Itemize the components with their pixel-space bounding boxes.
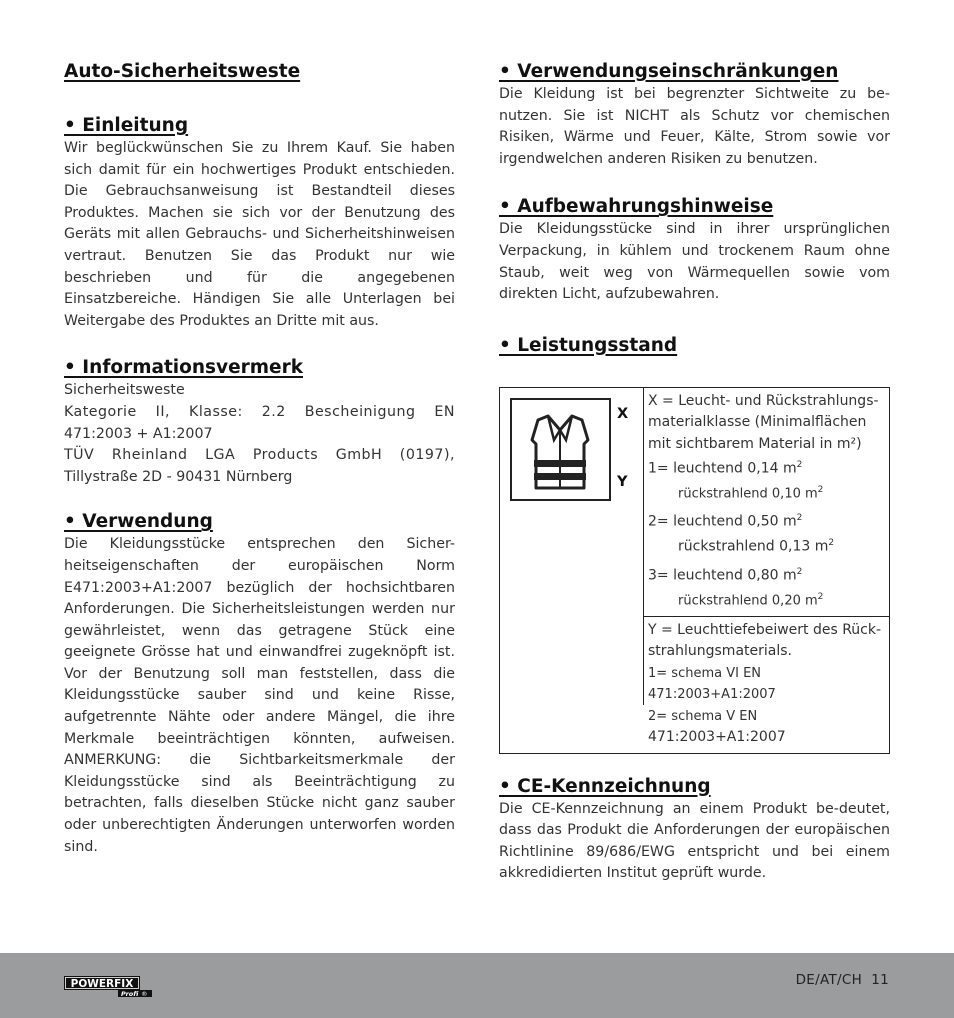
text-verwendung: Die Kleidungsstücke entsprechen den Sicher-heitseigenschaften der europäischen Norm E471:2003+A1:2007 bezüglich der hochsichtbaren Anforderungen. Die Sicherheitsleistungen werden nur gewährleistet, wenn das getragene Stück eine geeignete Grösse hat und einwandfrei zugeknöpft ist. Vor der Benutzung soll man feststellen, dass die Kleidungsstücke sauber sind und keine Risse, aufgetrennte Nähte oder andere Mängel, die ihre Merkmale beeinträchtigen könnten, aufweisen. ANMERKUNG: die Sichtbarkeitsmerkmale der Kleidungsstücke sind als Beeinträchtigung zu betrachten, falls dieselben Stücke nicht ganz sauber oder unberechtigten Änderungen unterworfen worden sind. [64,536,455,855]
heading-informationsvermerk: • Informationsvermerk [64,357,304,379]
superscript: 2 [828,538,835,549]
section-informationsvermerk [64,356,455,488]
page-info [796,972,889,988]
superscript: 2 [817,591,824,602]
x-level-1-sub-text: rückstrahlend 0,10 m [678,486,818,502]
text-einschraenkungen: Die Kleidung ist bei begrenzter Sichtweite zu be-nutzen. Sie ist NICHT als Schutz vor chemischen Risiken, Wärme und Feuer, Kälte, Strom sowie vor irgendwelchen anderen Risiken zu benutzen. [499,86,890,167]
x-level-2-sub-text: rückstrahlend 0,13 m [678,539,829,556]
heading-aufbewahrung: • Aufbewahrungshinweise [499,196,774,218]
safety-vest-icon [512,400,609,499]
x-description: X = Leucht- und Rückstrahlungs-materialklasse (Minimalflächen mit sichtbarem Material in m²) [648,392,879,452]
info-line: Kategorie II, Klasse: 2.2 Bescheinigung EN [64,403,455,420]
section-aufbewahrung [499,195,890,305]
x-level-2-sub [648,533,885,558]
powerfix-logo [64,975,152,997]
performance-table [499,387,890,754]
x-class-cell [644,388,889,616]
superscript: 2 [796,460,803,471]
info-block [64,380,455,488]
y-level-2-norm: 471:2003+A1:2007 [648,729,786,746]
powerfix-logo-icon [64,975,152,997]
superscript: 2 [796,513,803,524]
x-level-3-main: 3= leuchtend 0,80 m [648,567,797,584]
heading-einschraenkungen: • Verwendungseinschränkungen [499,61,839,82]
letter-x: X [617,405,629,422]
logo-mark: ® [141,990,148,997]
x-level-3-sub-text: rückstrahlend 0,20 m [678,593,818,609]
heading-einleitung: • Einleitung [64,115,189,136]
section-ce [499,775,890,885]
text-aufbewahrung: Die Kleidungsstücke sind in ihrer ursprünglichen Verpackung, in kühlem und trockenem Raum ohne Staub, weit weg von Wärmequellen sowie vom direkten Licht, aufzubewahren. [499,221,890,303]
y-class-cell [644,616,889,753]
letter-y: Y [617,473,628,490]
info-line: TÜV Rheinland LGA Products GmbH (0197), [64,447,455,464]
logo-text: POWERFIX [70,978,134,990]
section-leistungsstand [499,334,890,754]
heading-ce: • CE-Kennzeichnung [499,775,711,797]
section-einleitung [64,114,455,332]
heading-leistungsstand: • Leistungsstand [499,334,678,356]
info-line: 471:2003 + A1:2007 [64,425,213,442]
x-level-1-sub [648,480,885,505]
x-level-3 [648,562,885,587]
y-description: Y = Leuchttiefebeiwert des Rück-strahlungsmaterials. [648,621,882,660]
text-ce: Die CE-Kennzeichnung an einem Produkt be-deutet, dass das Produkt die Anforderungen der europäischen Richtlinine 89/686/EWG entspricht und bei einem akkredidierten Institut geprüft wurde. [499,800,890,882]
x-level-2 [648,508,885,533]
x-level-1-main: 1= leuchtend 0,14 m [648,460,797,477]
heading-verwendung: • Verwendung [64,511,213,533]
right-column [499,60,890,885]
superscript: 2 [796,566,803,577]
page-footer [0,953,954,1018]
x-level-2-main: 2= leuchtend 0,50 m [648,513,797,530]
y-level-2: 2= schema V EN [648,708,758,724]
page-number: 11 [871,972,889,988]
region-label: DE/AT/CH [795,972,863,988]
section-einschraenkungen [499,60,890,170]
info-line: Sicherheitsweste [64,382,185,399]
text-einleitung: Wir beglückwünschen Sie zu Ihrem Kauf. Sie haben sich damit für ein hochwertiges Produkt entschieden. Die Gebrauchsanweisung ist Bestandteil dieses Produktes. Machen sie sich vor der Benutzung des Geräts mit allen Gebrauchs- und Sicherheitshinweisen vertraut. Benutzen Sie das Produkt nur wie beschrieben und für die angegebenen Einsatzbereiche. Händigen Sie alle Unterlagen bei Weitergabe des Produktes an Dritte mit aus. [64,140,455,329]
x-level-1 [648,455,885,480]
x-level-3-sub [648,587,885,612]
y-level-1: 1= schema VI EN 471:2003+A1:2007 [648,665,776,703]
left-column [64,60,455,858]
info-line: Tillystraße 2D - 90431 Nürnberg [64,468,293,485]
logo-sub: Profi [121,990,139,997]
section-verwendung [64,510,455,858]
safety-vest-pictogram [510,398,611,501]
performance-values [644,388,889,753]
pictogram-cell [500,388,644,705]
superscript: 2 [817,485,824,496]
document-title: Auto-Sicherheitsweste [64,61,301,82]
